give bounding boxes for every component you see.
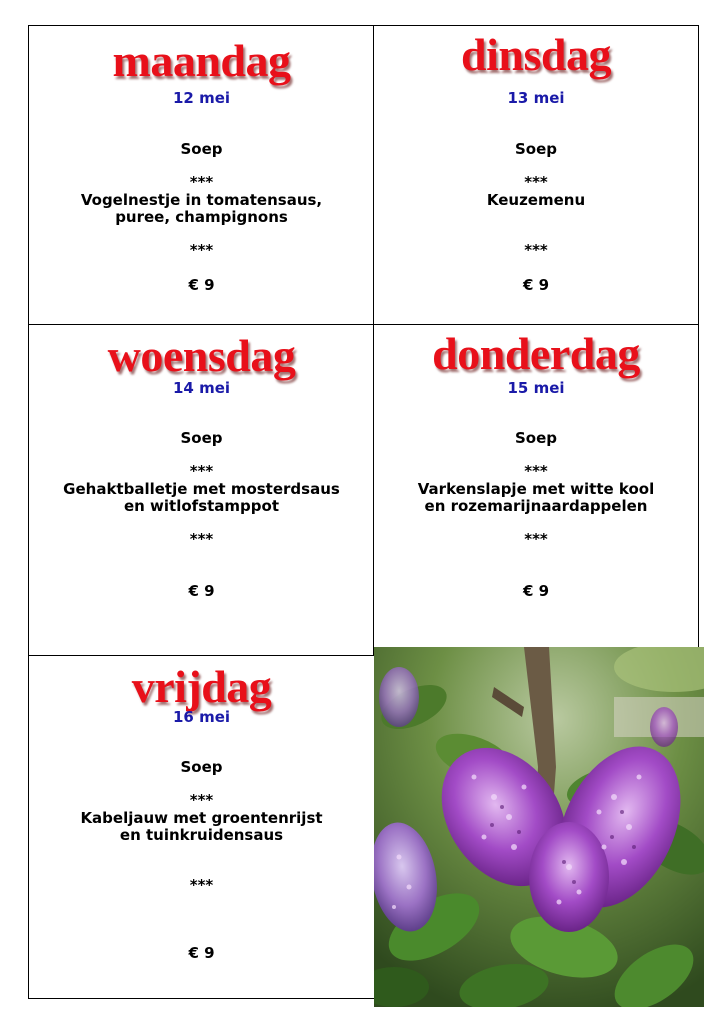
menu-cell-vrijdag (28, 655, 375, 999)
day-date: 15 mei (507, 379, 565, 397)
menu-cell-dinsdag (373, 25, 699, 326)
day-date: 14 mei (172, 379, 231, 397)
price: € 9 (188, 276, 215, 294)
day-name: vrijdag (131, 661, 272, 712)
dish-line-2: puree, champignons (115, 208, 288, 226)
day-name: dinsdag (461, 29, 611, 80)
lilac-photo (374, 647, 704, 1007)
soup-label: Soep (180, 140, 223, 158)
separator-2: *** (524, 241, 548, 259)
dish-line-1: Gehaktballetje met mosterdsaus (63, 480, 340, 498)
day-name: maandag (112, 35, 291, 86)
day-name: woensdag (107, 330, 296, 381)
soup-label: Soep (180, 429, 223, 447)
day-date: 13 mei (507, 89, 565, 107)
dish-line-1: Kabeljauw met groentenrijst (80, 809, 323, 827)
separator-2: *** (189, 530, 214, 548)
price: € 9 (522, 276, 550, 294)
day-date: 12 mei (172, 89, 231, 107)
dish-line-2: en tuinkruidensaus (119, 826, 284, 844)
price: € 9 (522, 582, 550, 600)
separator-2: *** (189, 876, 214, 894)
price: € 9 (188, 582, 215, 600)
menu-cell-woensdag (28, 324, 375, 657)
separator-2: *** (524, 530, 548, 548)
separator-1: *** (524, 462, 548, 480)
soup-label: Soep (180, 758, 223, 776)
dish-line-1: Keuzemenu (486, 191, 586, 209)
separator-1: *** (189, 791, 214, 809)
soup-label: Soep (514, 429, 558, 447)
dish-line-1: Varkenslapje met witte kool (417, 480, 655, 498)
dish-line-2: en rozemarijnaardappelen (424, 497, 648, 515)
separator-1: *** (189, 462, 214, 480)
day-date: 16 mei (172, 708, 231, 726)
price: € 9 (188, 944, 215, 962)
dish-line-2: en witlofstamppot (123, 497, 280, 515)
separator-2: *** (189, 241, 214, 259)
menu-cell-maandag (28, 25, 375, 326)
separator-1: *** (189, 173, 214, 191)
menu-cell-donderdag (373, 324, 699, 657)
soup-label: Soep (514, 140, 558, 158)
separator-1: *** (524, 173, 548, 191)
day-name: donderdag (432, 328, 640, 379)
dish-line-1: Vogelnestje in tomatensaus, (80, 191, 323, 209)
